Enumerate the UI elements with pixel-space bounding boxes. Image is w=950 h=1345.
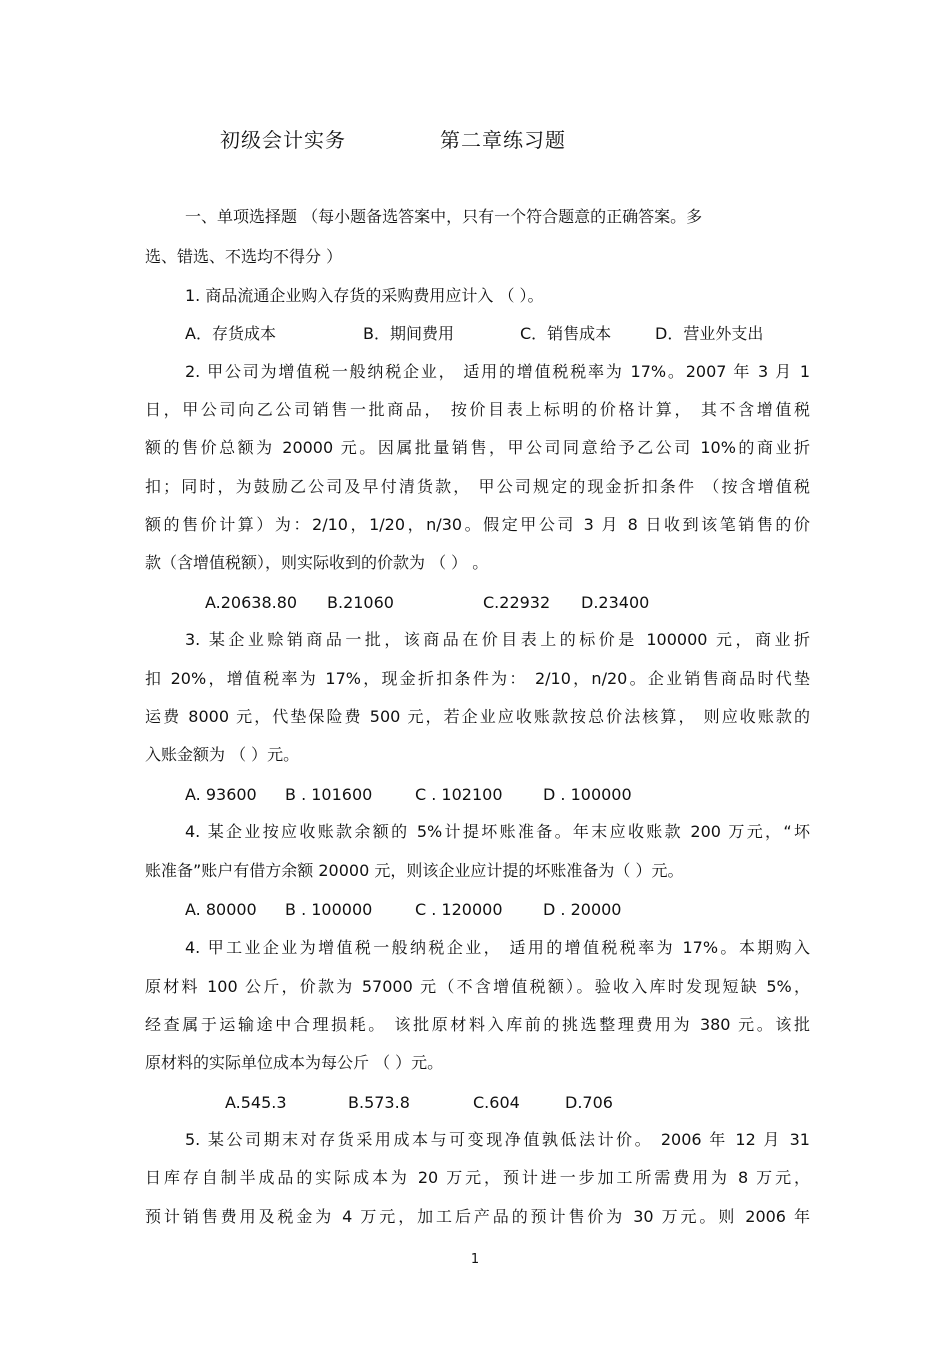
q2-option-b: B.21060 bbox=[327, 593, 394, 612]
doc-title-right: 第二章练习题 bbox=[440, 128, 566, 152]
q4b-option-c: C.604 bbox=[473, 1093, 520, 1112]
q1-option-d: D．营业外支出 bbox=[655, 324, 764, 343]
q4b-line-1: 4. 甲工业企业为增值税一般纳税企业， 适用的增值税税率为 17%。本期购入 bbox=[185, 938, 810, 957]
q2-line-4: 扣；同时，为鼓励乙公司及早付清货款， 甲公司规定的现金折扣条件 （按含增值税 bbox=[145, 477, 810, 496]
q4b-line-4: 原材料的实际单位成本为每公斤 （ ）元。 bbox=[145, 1053, 444, 1072]
q3-option-a: A. 93600 bbox=[185, 785, 257, 804]
q2-line-2: 日，甲公司向乙公司销售一批商品， 按价目表上标明的价格计算， 其不含增值税 bbox=[145, 400, 810, 419]
page-number: 1 bbox=[470, 1252, 480, 1267]
q3-option-b: B . 101600 bbox=[285, 785, 373, 804]
q2-line-1: 2. 甲公司为增值税一般纳税企业， 适用的增值税税率为 17%。2007 年 3 月 1 bbox=[185, 362, 810, 381]
q5-line-1: 5. 某公司期末对存货采用成本与可变现净值孰低法计价。 2006 年 12 月 31 bbox=[185, 1130, 810, 1149]
q3-line-4: 入账金额为 （ ）元。 bbox=[145, 745, 300, 764]
q2-option-d: D.23400 bbox=[581, 593, 650, 612]
q4a-option-d: D . 20000 bbox=[543, 900, 622, 919]
q3-option-d: D . 100000 bbox=[543, 785, 632, 804]
q3-options bbox=[185, 783, 685, 807]
q1-options bbox=[185, 322, 810, 346]
q4b-line-2: 原材料 100 公斤，价款为 57000 元（不含增值税额）。验收入库时发现短缺 5%， bbox=[145, 977, 810, 996]
q2-option-c: C.22932 bbox=[483, 593, 551, 612]
q5-line-3: 预计销售费用及税金为 4 万元，加工后产品的预计售价为 30 万元。则 2006 年 bbox=[145, 1207, 810, 1226]
q1-option-c: C．销售成本 bbox=[520, 324, 612, 343]
q2-option-a: A.20638.80 bbox=[205, 593, 298, 612]
q1-option-a: A．存货成本 bbox=[185, 324, 276, 343]
q2-line-3: 额的售价总额为 20000 元。因属批量销售，甲公司同意给予乙公司 10%的商业折 bbox=[145, 438, 810, 457]
q4a-options bbox=[185, 898, 685, 922]
q4b-line-3: 经查属于运输途中合理损耗。 该批原材料入库前的挑选整理费用为 380 元。该批 bbox=[145, 1015, 810, 1034]
q3-line-1: 3. 某企业赊销商品一批，该商品在价目表上的标价是 100000 元，商业折 bbox=[185, 630, 810, 649]
q3-line-2: 扣 20%，增值税率为 17%，现金折扣条件为： 2/10，n/20。企业销售商品时代垫 bbox=[145, 669, 810, 688]
q3-line-3: 运费 8000 元，代垫保险费 500 元，若企业应收账款按总价法核算， 则应收账款的 bbox=[145, 707, 810, 726]
q4a-option-b: B . 100000 bbox=[285, 900, 373, 919]
q5-line-2: 日库存自制半成品的实际成本为 20 万元，预计进一步加工所需费用为 8 万元， bbox=[145, 1168, 810, 1187]
q2-line-5: 额的售价计算）为：2/10，1/20，n/30。假定甲公司 3 月 8 日收到该笔销售的价 bbox=[145, 515, 810, 534]
q4b-options bbox=[225, 1091, 645, 1115]
q4b-option-d: D.706 bbox=[565, 1093, 613, 1112]
q3-option-c: C . 102100 bbox=[415, 785, 503, 804]
q2-line-6: 款（含增值税额），则实际收到的价款为 （ ） 。 bbox=[145, 553, 489, 572]
q4a-option-a: A. 80000 bbox=[185, 900, 257, 919]
q4b-option-a: A.545.3 bbox=[225, 1093, 287, 1112]
q4a-line-2: 账准备”账户有借方余额 20000 元，则该企业应计提的坏账准备为（ ）元。 bbox=[145, 861, 684, 880]
q4b-option-b: B.573.8 bbox=[348, 1093, 410, 1112]
q4a-line-1: 4. 某企业按应收账款余额的 5%计提坏账准备。年末应收账款 200 万元，“坏 bbox=[185, 822, 810, 841]
section-heading-line-1: 一、单项选择题 （每小题备选答案中，只有一个符合题意的正确答案。多 bbox=[185, 207, 703, 226]
q2-options bbox=[205, 591, 705, 615]
doc-title-left: 初级会计实务 bbox=[220, 128, 346, 152]
section-heading-line-2: 选、错选、不选均不得分 ） bbox=[145, 247, 343, 266]
q4a-option-c: C . 120000 bbox=[415, 900, 503, 919]
q1-line-1: 1. 商品流通企业购入存货的采购费用应计入 （ ）。 bbox=[185, 286, 544, 305]
q1-option-b: B．期间费用 bbox=[363, 324, 454, 343]
